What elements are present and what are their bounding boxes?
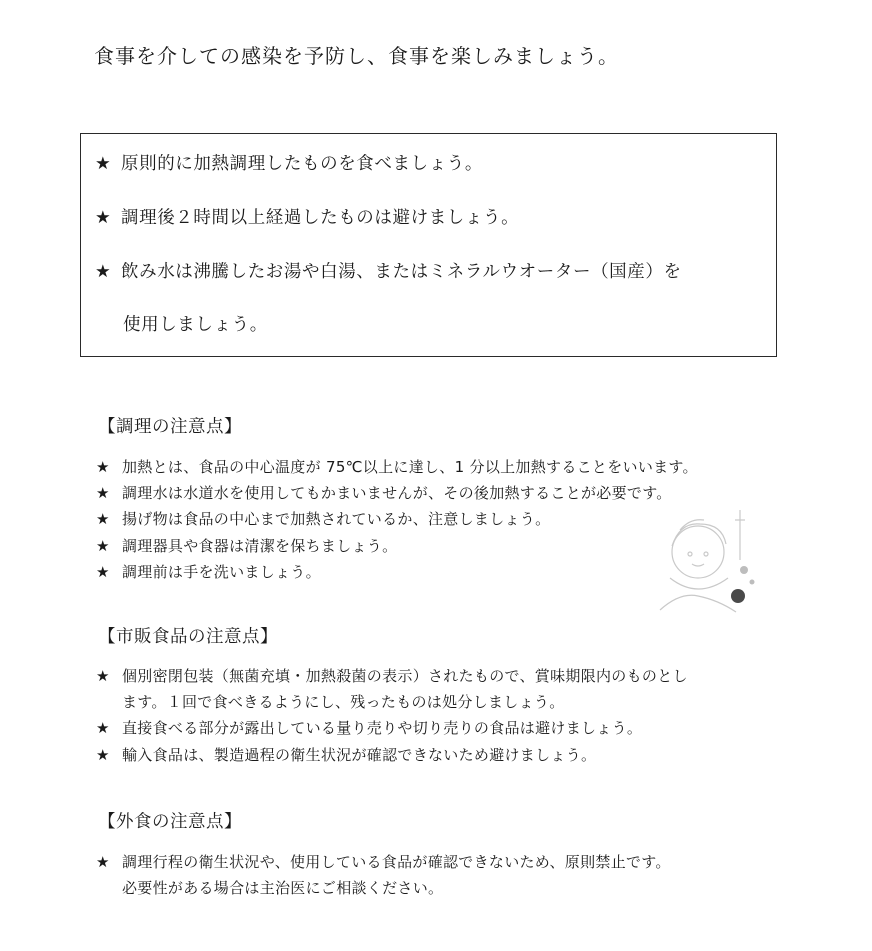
star-icon: ★ (96, 563, 110, 581)
rule-line (95, 150, 483, 175)
rule-line (95, 258, 682, 283)
item-text: 揚げ物は食品の中心まで加熱されているか、注意しましょう。 (122, 510, 551, 528)
list-item (96, 744, 596, 765)
star-icon: ★ (95, 208, 112, 228)
item-text: 輸入食品は、製造過程の衛生状況が確認できないため避けましょう。 (122, 746, 597, 764)
star-icon: ★ (96, 458, 110, 476)
rule-text: 飲み水は沸騰したお湯や白湯、またはミネラルウオーター（国産）を (121, 262, 682, 282)
item-text: 個別密閉包装（無菌充填・加熱殺菌の表示）されたもので、賞味期限内のものとし (122, 667, 688, 685)
star-icon: ★ (96, 719, 110, 737)
list-item (96, 717, 642, 738)
list-item-continuation: 必要性がある場合は主治医にご相談ください。 (122, 879, 444, 897)
rule-text: 原則的に加熱調理したものを食べましょう。 (121, 154, 483, 174)
section-heading-cooking: 【調理の注意点】 (98, 417, 242, 437)
item-text: 加熱とは、食品の中心温度が 75℃以上に達し、1 分以上加熱することをいいます。 (122, 458, 698, 476)
rule-continuation: 使用しましょう。 (123, 315, 268, 335)
star-icon: ★ (96, 484, 110, 502)
section-heading-commercial: 【市販食品の注意点】 (98, 627, 278, 647)
item-text: 調理行程の衛生状況や、使用している食品が確認できないため、原則禁止です。 (122, 853, 671, 871)
item-text: 調理器具や食器は清潔を保ちましょう。 (122, 537, 398, 555)
page-title: 食事を介しての感染を予防し、食事を楽しみましょう。 (94, 44, 619, 68)
list-item-continuation: ます。１回で食べきるようにし、残ったものは処分しましょう。 (122, 693, 565, 711)
list-item (96, 535, 397, 556)
item-text: 調理水は水道水を使用してもかまいませんが、その後加熱することが必要です。 (122, 484, 672, 502)
list-item (96, 456, 698, 477)
rule-line (95, 204, 519, 229)
rule-text: 調理後２時間以上経過したものは避けましょう。 (121, 208, 520, 228)
item-text: 直接食べる部分が露出している量り売りや切り売りの食品は避けましょう。 (122, 719, 643, 737)
decorative-illustration-icon (640, 500, 770, 625)
star-icon: ★ (96, 746, 110, 764)
item-text: 調理前は手を洗いましょう。 (122, 563, 321, 581)
star-icon: ★ (96, 510, 110, 528)
star-icon: ★ (95, 262, 112, 282)
section-heading-dining-out: 【外食の注意点】 (98, 812, 242, 832)
rules-box (80, 133, 777, 357)
star-icon: ★ (95, 154, 112, 174)
list-item (96, 851, 671, 872)
star-icon: ★ (96, 667, 110, 685)
list-item (96, 482, 672, 503)
list-item (96, 508, 550, 529)
list-item (96, 561, 321, 582)
star-icon: ★ (96, 537, 110, 555)
list-item (96, 665, 688, 686)
star-icon: ★ (96, 853, 110, 871)
